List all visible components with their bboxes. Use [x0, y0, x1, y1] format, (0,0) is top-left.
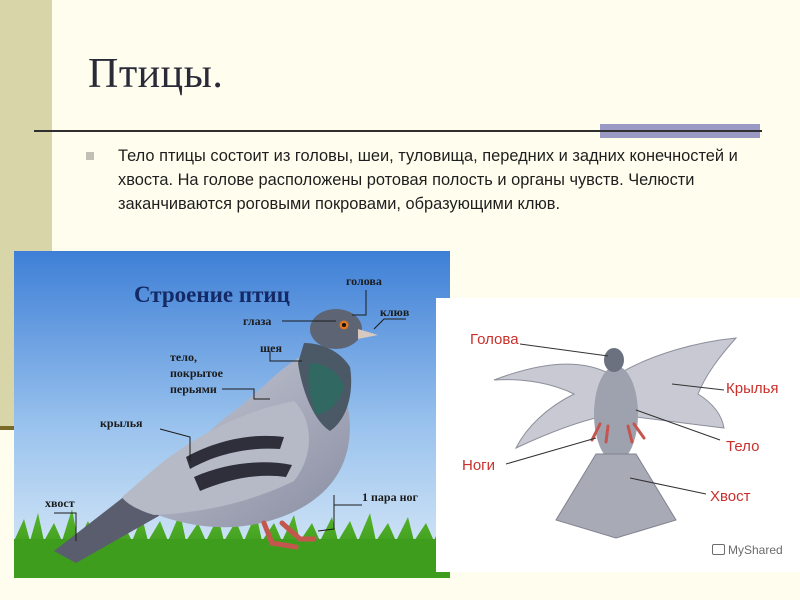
label-eyes: глаза — [243, 314, 272, 328]
divider-accent-line — [600, 130, 760, 132]
slide-body-text: Тело птицы состоит из головы, шеи, туловища, передних и задних конечностей и хвоста. На голове расположены ротовая полость и органы чувств. Челюсти заканчиваются роговыми покровами, образующими клюв. — [118, 147, 738, 213]
label-legs: 1 пара ног — [362, 490, 418, 504]
flying-pigeon-illustration — [436, 298, 800, 572]
label-body-line2: покрытое — [170, 366, 223, 380]
flying-head — [604, 348, 624, 372]
side-pigeon-illustration — [14, 251, 450, 578]
label-body-line3: перьями — [170, 382, 217, 396]
label-flying-tail: Хвост — [710, 488, 751, 505]
label-flying-legs: Ноги — [462, 457, 496, 474]
watermark-logo-icon — [712, 544, 725, 555]
bullet-square-icon — [86, 152, 94, 160]
label-neck: шея — [260, 341, 282, 355]
label-body-line1: тело, — [170, 350, 197, 364]
flying-body — [594, 366, 638, 462]
right-wing — [622, 338, 736, 428]
label-tail: хвост — [45, 496, 75, 510]
slide-title: Птицы. — [88, 51, 224, 97]
label-flying-wings: Крылья — [726, 380, 779, 397]
flying-pigeon-diagram — [436, 298, 800, 572]
label-wings: крылья — [100, 416, 143, 430]
label-beak: клюв — [380, 305, 410, 319]
label-flying-head: Голова — [470, 331, 519, 348]
label-flying-body: Тело — [726, 438, 760, 455]
flying-tail — [556, 454, 676, 538]
label-head: голова — [346, 274, 382, 288]
myshared-watermark — [712, 543, 783, 557]
left-wing — [494, 364, 606, 448]
bird-structure-diagram — [14, 251, 450, 578]
diagram-title: Строение птиц — [134, 282, 290, 307]
watermark-text: MyShared — [728, 543, 783, 557]
